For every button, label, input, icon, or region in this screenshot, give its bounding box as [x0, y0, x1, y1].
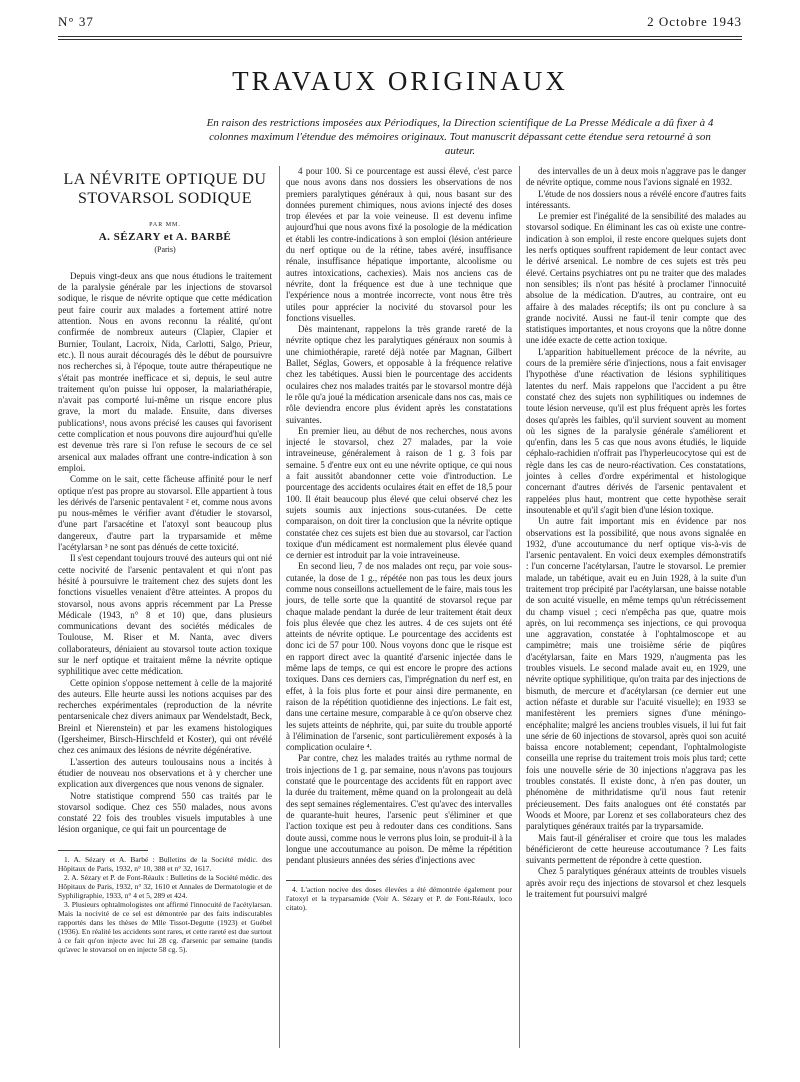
editorial-note: En raison des restrictions imposées aux Périodiques, la Direction scientifique de La Presse Médicale a dû fixer à 4 colonnes maximum l'étendue des mémoires originaux. Tout manuscrit dépassant cette étendue sera retourné à son auteur.: [206, 117, 714, 157]
column-1: [58, 166, 272, 954]
paragraph: Il s'est cependant toujours trouvé des auteurs qui ont nié cette nocivité de l'arsenic pentavalent et qui n'ont pas hésité à poursuivre le traitement chez des sujets dont les fonctions visuelles venaient d'être atteintes. A propos du stovarsol, nous avons appris récemment par La Presse Médicale (1943, n° 8 et 10) que, dans plusieurs communications devant des sociétés médicales de Toulouse, M. Riser et M. Nanta, avec divers collaborateurs, déniaient au stovarsol toute action toxique sur le nerf optique et traitaient même la névrite optique syphilitique avec cette médication.: [58, 553, 272, 677]
article-authors: A. SÉZARY et A. BARBÉ: [98, 231, 232, 244]
paragraph: Le premier est l'inégalité de la sensibilité des malades au stovarsol sodique. En éliminant les cas où existe une contre-indication à son emploi, il reste encore quelques sujets dont les nerfs optiques souffrent rapidement de leur contact avec le dérivé arsenical. Le nombre de ces sujets est très peu élevé. Certains psychiatres ont pu ne traiter que des malades non sensibles; ils n'ont pas hésité à proclamer l'innocuité absolue de la médication. D'autres, au contraire, ont eu affaire à des malades réceptifs; ils ont pu conclure à sa grande nocivité. Aussi ne faut-il tenir compte que des statistiques importantes, et nous croyons que la nôtre donne une idée exacte de cette action toxique.: [526, 211, 746, 346]
footnote: 4. L'action nocive des doses élevées a été démontrée également pour l'atoxyl et la tryparsamide (Voir A. Sézary et P. de Font-Réaulx, loco citato).: [286, 885, 512, 913]
article-title: LA NÉVRITE OPTIQUE DU STOVARSOL SODIQUE: [63, 171, 267, 207]
byline-prefix: PAR MM.: [149, 222, 181, 228]
paragraph: Dès maintenant, rappelons la très grande rareté de la névrite optique chez les paralytiques généraux non soumis à une chimiothérapie, rareté déjà notée par Magnan, Gilbert Ballet, Séglas, Gowers, et opposable à la fréquence relative chez les tabétiques. Aussi bien le pourcentage des accidents oculaires chez nos malades traités par le stovarsol montre déjà le rôle qu'a joué la médication arsenicale dans nos cas, mais ce rôle deviendra encore plus évident après les constatations suivantes.: [286, 324, 512, 425]
paragraph: L'étude de nos dossiers nous a révélé encore d'autres faits intéressants.: [526, 188, 746, 210]
paragraph: L'apparition habituellement précoce de la névrite, au cours de la première série d'injections, nous a fait envisager l'hypothèse d'une réactivation de lésions syphilitiques latentes du nerf. Mais rappelons que l'accident a pu être constaté chez des sujets non syphilitiques ou indemnes de toute lésion nerveuse, qu'il est plus fréquent après les fortes doses qu'après les faibles, qu'il survient souvent au moment où les signes de la paralysie générale s'améliorent et qu'enfin, dans les 5 cas que nous avons étudiés, le liquide céphalo-rachidien n'offrait pas l'hyperleucocytose qui est de règle dans les cas de neuro-réactivation. Ces constatations, jointes à celles d'ordre expérimental et histologique concernant d'autres dérivés de l'arsenic pentavalent et rappelées plus haut, montrent que cette hypothèse serait insoutenable et qu'il s'agit bien d'une lésion toxique.: [526, 346, 746, 515]
header-rule: [58, 36, 742, 37]
paragraph: des intervalles de un à deux mois n'aggrave pas le danger de névrite optique, comme nous l'avions signalé en 1932.: [526, 166, 746, 188]
footnote: 3. Plusieurs ophtalmologistes ont affirmé l'innocuité de l'acétylarsan. Mais la nocivité de ce sel est démontrée par des faits indiscutables rapportés dans les thèses de Mlle Tissot-Degutte (1923) et Guébel (1936). En réalité les accidents sont rares, et cette rareté est due surtout à ce fait qu'on injecte avec lui 28 cg. d'arsenic par semaine (tandis qu'avec le stovarsol on en injecte 58 cg. 5).: [58, 899, 272, 954]
issue-number: N° 37: [58, 14, 94, 29]
footnote-rule: [286, 880, 376, 881]
paragraph: En premier lieu, au début de nos recherches, nous avons injecté le stovarsol, chez 27 malades, par la voie intraveineuse, généralement à raison de 1 g. 3 fois par semaine. 5 d'entre eux ont eu une névrite optique, ce qui nous a fait aussitôt abandonner cette voie d'introduction. Le pourcentage des accidents oculaires était en effet de 18,5 pour 100. Il était beaucoup plus élevé que celui observé chez les sujets soumis aux injections sous-cutanées. De cette comparaison, on doit tirer la conclusion que la névrite optique constatée chez ces sujets est bien due au stovarsol, car l'action toxique d'un médicament est normalement plus élevée quand ce dernier est introduit par la voie intraveineuse.: [286, 425, 512, 561]
paragraph: 4 pour 100. Si ce pourcentage est aussi élevé, c'est parce que nous avons dans nos dossiers les observations de nos premiers paralytiques généraux à qui, nous basant sur des données purement chimiques, nous avions injecté des doses trop élevées et par la voie veineuse. Il est devenu infime aujourd'hui que nous avons fixé la posologie de la médication et établi les contre-indications à son emploi (lésion antérieure du nerf optique ou de la rétine, tabes avéré, insuffisance rénale, insuffisance hépatique importante, alcoolisme ou autres intoxications, cachexies). Mais nos anciens cas de névrite, dont la fréquence est due à une technique que l'expérience nous a montrée incorrecte, vont nous être très utiles pour apprécier la nocivité du stovarsol pour les fonctions visuelles.: [286, 166, 512, 323]
issue-date: 2 Octobre 1943: [647, 14, 742, 29]
footnote: 1. A. Sézary et A. Barbé : Bulletins de la Société médic. des Hôpitaux de Paris, 1932, n° 10, 388 et n° 32, 1617.: [58, 854, 272, 873]
paragraph: Notre statistique comprend 550 cas traités par le stovarsol sodique. Chez ces 550 malades, nous avons constaté 22 fois des troubles visuels imputables à une lésion organique, ce qui fait un pourcentage de: [58, 790, 272, 835]
footnote-rule: [58, 850, 148, 851]
footnote: 2. A. Sézary et P. de Font-Réaulx : Bulletins de la Société médic. des Hôpitaux de Paris, 1932, n° 32, 1610 et Annales de Dermatologie et de Syphiligraphie, 1933, n° 4 et 5, 289 et 424.: [58, 872, 272, 900]
column-3: [526, 166, 746, 900]
article-city: (Paris): [154, 244, 176, 254]
column-divider: [519, 166, 520, 1048]
header-rule: [58, 39, 742, 40]
paragraph: Par contre, chez les malades traités au rythme normal de trois injections de 1 g. par semaine, nous n'avons pas toujours constaté que le pourcentage des accidents fût en rapport avec la durée du traitement, même quand on la prolongeait au delà des sept semaines réglementaires. C'est qu'avec des intervalles de quarante-huit heures, l'arsenic peut s'éliminer et que l'action toxique est peu à redouter dans ces conditions. Sans doute aussi, comme nous le verrons plus loin, se produit-il à la longue une accoutumance au poison. De même la répétition pendant plusieurs années des séries d'injections avec: [286, 753, 512, 866]
paragraph: Cette opinion s'oppose nettement à celle de la majorité des auteurs. Elle heurte aussi les notions acquises par des recherches expérimentales (reproduction de la névrite pentarsenicale chez divers animaux par Wendelstadt, Beck, Breinl et Nierenstein) et par les examens histologiques (Igersheimer, Birsch-Hirschfeld et Koster), qui ont révélé chez ces animaux des lésions de névrite dégénérative.: [58, 677, 272, 756]
paragraph: Comme on le sait, cette fâcheuse affinité pour le nerf optique n'est pas propre au stovarsol. Elle appartient à tous les dérivés de l'arsenic pentavalent ² et, comme nous avons pu nous-mêmes le vérifier avant d'étudier le stovarsol, d'une part l'arsacétine et l'atoxyl sont beaucoup plus dangereux, d'autre part la tryparsamide et même l'acétylarsan ³ ne sont pas dénués de cette toxicité.: [58, 474, 272, 553]
paragraph: Depuis vingt-deux ans que nous étudions le traitement de la paralysie générale par les injections de stovarsol sodique, le risque de névrite optique que cette médication peut faire courir aux malades a fortement attiré notre attention. Nous en avons reconnu la réalité, qu'ont confirmée de nombreux auteurs (Clapier, Clapier et Burnier, Toulant, Lacroix, Nida, Carlotti, Salgo, Prieur, etc.). Il nous aurait découragés dès le début de poursuivre nos recherches si, à l'époque, toute autre thérapeutique ne s'était pas montrée inefficace et si, depuis, le seul autre traitement qu'on puisse lui opposer, la malariathérapie, n'avait pas comporté lui-même un risque encore plus grave, la mort du malade. Ensuite, dans diverses publications¹, nous avons précisé les causes qui favorisent cette complication et nous pouvons dire aujourd'hui qu'elle est devenue très rare si l'on refuse le secours de ce sel arsenical aux malades offrant une contre-indication à son emploi.: [58, 270, 272, 473]
paragraph: Un autre fait important mis en évidence par nos observations est la possibilité, que nous avons signalée en 1932, d'une accoutumance du nerf optique vis-à-vis de l'arsenic pentavalent. En voici deux exemples démonstratifs : l'un concerne l'acétylarsan, l'autre le stovarsol. Le premier malade, un tabétique, avait eu en Juin 1928, à la suite d'un traitement trop précipité par l'acétylarsan, une baisse notable de son acuité visuelle, en même temps qu'un rétrécissement du champ visuel ; ceci n'empêcha pas que, quatre mois après, on lui recommença ses injections, ce qui provoqua une aggravation, constatée à l'ophtalmoscope et au campimètre; mais une troisième série de piqûres d'acétylarsan, faite en Mars 1929, n'augmenta pas les troubles visuels. Le second malade avait eu, en 1929, une névrite optique syphilitique, qu'on traita par des injections de bismuth, de mercure et d'acétylarsan (ce dernier eut une action néfaste et durable sur l'acuité visuelle); en 1933 se manifestèrent les premiers signes d'une méningo-encéphalite; malgré les anciens troubles visuels, il lui fut fait une série de 60 injections de stovarsol, après quoi son acuité baissa encore notablement; cependant, l'ophtalmologiste conseilla une reprise du traitement trois mois plus tard; cette fois une nouvelle série de 30 injections n'aggrava pas les troubles constatés. Il existe donc, à n'en pas douter, un phénomène de mithridatisme qu'il nous faut retenir précieusement. Des faits analogues ont été constatés par Woods et Moore, par Lorenz et ses collaborateurs chez des paralytiques généraux traités par la tryparsamide.: [526, 516, 746, 832]
column-2: [286, 166, 512, 912]
column-divider: [279, 166, 280, 1048]
paragraph: En second lieu, 7 de nos malades ont reçu, par voie sous-cutanée, la dose de 1 g., répétée non pas tous les deux jours comme nous conseillons actuellement de le faire, mais tous les jours, de telle sorte que la quantité de stovarsol reçue par chaque malade pendant la durée de leur traitement était deux fois plus élevée que chez les autres. 4 de ces sujets ont été atteints de névrite optique. Le pourcentage des accidents est donc ici de 57 pour 100. Nous voyons donc que le risque est en rapport direct avec la quantité d'arsenic injectée dans le même laps de temps, ce qui est encore le propre des actions toxiques. Dans ces derniers cas, l'imprégnation du nerf est, en effet, à la fois plus forte et pour ainsi dire permanente, en raison de la répétition quotidienne des injections. Le fait est, dans une certaine mesure, comparable à ce qu'on observe chez les sujets atteints de néphrite, qui, par suite du trouble apporté à l'élimination de l'arsenic, sont particulièrement exposés à la complication oculaire ⁴.: [286, 561, 512, 753]
paragraph: Chez 5 paralytiques généraux atteints de troubles visuels après avoir reçu des injections de stovarsol et chez lesquels le traitement fut poursuivi malgré: [526, 866, 746, 899]
paragraph: Mais faut-il généraliser et croire que tous les malades bénéficieront de cette heureuse accoutumance ? Les faits suivants permettent de répondre à cette question.: [526, 832, 746, 866]
paragraph: L'assertion des auteurs toulousains nous a incités à étudier de nouveau nos observations et à y chercher une explication aux divergences que nous venons de signaler.: [58, 756, 272, 790]
section-title: TRAVAUX ORIGINAUX: [232, 66, 568, 96]
